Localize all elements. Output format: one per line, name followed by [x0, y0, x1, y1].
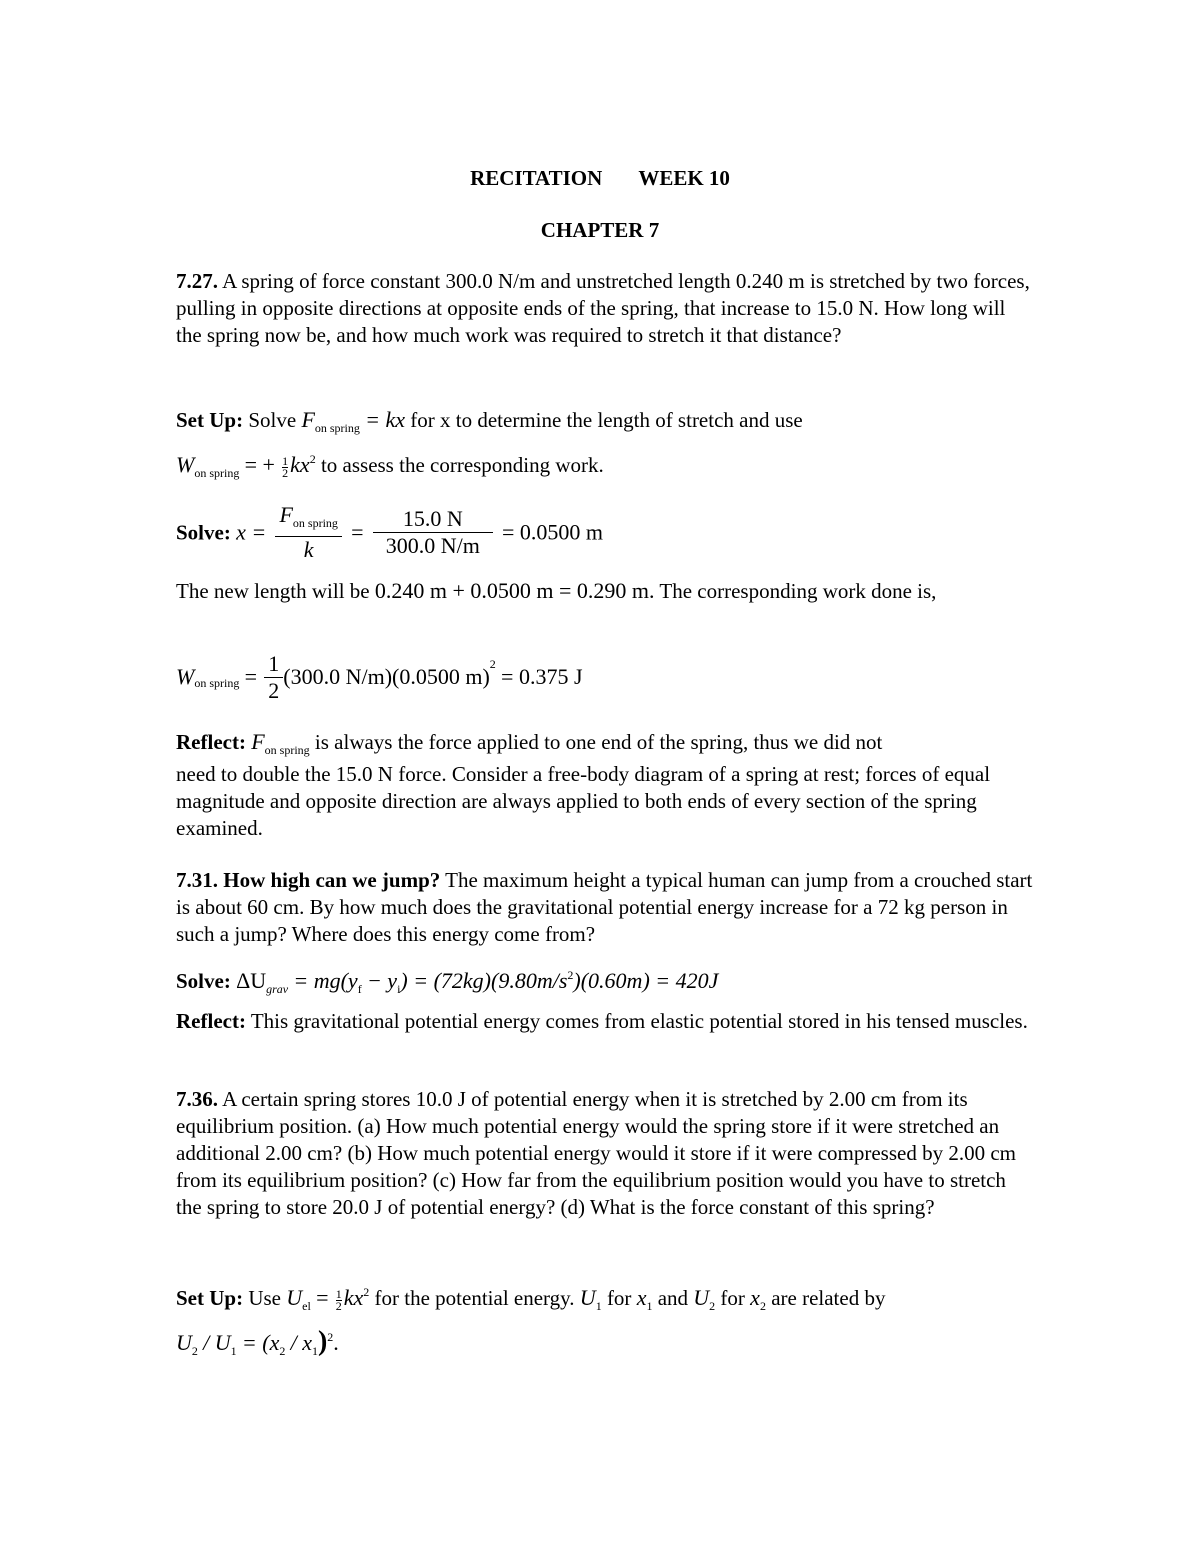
reflect-line-1 — [176, 728, 882, 764]
title-week: WEEK 10 — [638, 166, 730, 190]
math-sub: grav — [266, 982, 289, 996]
problem-number: 7.27. — [176, 269, 218, 293]
reflect-label: Reflect: — [176, 1009, 246, 1033]
setup-line-1 — [176, 406, 803, 442]
word-for: for — [606, 1286, 632, 1310]
math-sub: 1 — [646, 1299, 653, 1313]
setup-tail: to assess the corresponding work. — [320, 453, 604, 477]
problem-text: The maximum height a typical human can jump from a crouched start is about 60 cm. By how much does the gravitational potential energy increase for a 72 kg person in such a jump? Where does this energy come from? — [176, 868, 1033, 946]
page-title — [0, 166, 1200, 191]
setup-pre: Use — [248, 1286, 282, 1310]
math-minus: − y — [366, 968, 398, 993]
math-sub: on spring — [314, 421, 360, 435]
math-sub: f — [357, 982, 362, 996]
math-sup: 2 — [363, 1285, 370, 1299]
fraction-numerator: 1 — [282, 453, 289, 468]
math-eq: = kx — [365, 407, 406, 432]
math-eq: = — [351, 519, 364, 545]
math-x1: x — [636, 1285, 647, 1310]
fraction-denominator: 2 — [268, 677, 280, 703]
new-length-text — [176, 577, 1036, 605]
setup-label: Set Up: — [176, 1286, 244, 1310]
math-kx: kx — [290, 452, 310, 477]
math-sub: 2 — [279, 1344, 286, 1358]
math-period: . — [333, 1330, 339, 1355]
work-line — [176, 650, 583, 704]
fraction-numerator: 1 — [335, 1286, 342, 1301]
math-U: U — [286, 1285, 303, 1310]
reflect-label: Reflect: — [176, 730, 246, 754]
half-fraction — [282, 453, 289, 480]
math-slash-U: / U — [203, 1330, 231, 1355]
math-sub: i — [397, 982, 401, 996]
chapter-heading: CHAPTER 7 — [540, 218, 660, 242]
math-sup: 2 — [327, 1330, 334, 1344]
math-eq: = (x — [241, 1330, 280, 1355]
problem-number: 7.36. — [176, 1087, 218, 1111]
math-sub: 2 — [709, 1299, 716, 1313]
setup-7-36 — [176, 1279, 885, 1320]
math-sub: on spring — [264, 743, 310, 757]
fraction-denominator: 2 — [335, 1298, 342, 1313]
math-newlength: 0.240 m + 0.0500 m = 0.290 m. — [374, 578, 655, 603]
math-W: W — [176, 452, 195, 477]
title-recitation: RECITATION — [470, 166, 603, 190]
math-U2: U — [693, 1285, 710, 1310]
setup-label: Set Up: — [176, 408, 244, 432]
fraction-denominator: k — [303, 537, 314, 562]
math-eq: = mg(y — [293, 968, 358, 993]
math-paren: ) — [317, 1326, 328, 1357]
reflect-text: This gravitational potential energy comes from elastic potential stored in his tensed muscles. — [250, 1009, 1028, 1033]
half-fraction — [335, 1286, 342, 1313]
math-sub: on spring — [292, 516, 338, 530]
math-sub: 1 — [311, 1344, 318, 1358]
ratio-line — [176, 1324, 339, 1365]
math-sub: 1 — [230, 1344, 237, 1358]
math-result: = 0.375 J — [501, 664, 583, 690]
reflect-text: is always the force applied to one end of the spring, thus we did not — [314, 730, 883, 754]
fraction-numerator — [275, 502, 341, 537]
setup-line-2 — [176, 446, 604, 487]
fraction-F-over-k — [275, 502, 341, 563]
solve-label: Solve: — [176, 969, 231, 993]
word-related: are related by — [771, 1286, 886, 1310]
setup-mid: for x to determine the length of stretch and use — [410, 408, 803, 432]
math-x: x = — [236, 519, 267, 545]
word-and: and — [657, 1286, 689, 1310]
problem-text: A certain spring stores 10.0 J of potential energy when it is stretched by 2.00 cm from its equilibrium position. (a) How much potential energy would the spring store if it were stretched an additional 2.00 cm? (b) How much potential energy would it store if it were compressed by 2.00 cm from its equilibrium position? (c) How far from the equilibrium position would you have to stretch the spring to store 20.0 J of potential energy? (d) What is the force constant of this spring? — [176, 1087, 1016, 1219]
math-sub: 2 — [759, 1299, 766, 1313]
fraction-numerator: 15.0 N — [373, 506, 493, 533]
math-x2: x — [750, 1285, 760, 1310]
math-sub: 2 — [191, 1344, 198, 1358]
math-sup: 2 — [567, 968, 574, 982]
math-delta-U: ΔU — [236, 968, 267, 993]
problem-number: 7.31. — [176, 868, 218, 892]
math-U1: U — [579, 1285, 596, 1310]
math-kx: kx — [343, 1285, 364, 1310]
math-sub: 1 — [595, 1299, 602, 1313]
problem-heading: How high can we jump? — [223, 868, 441, 892]
problem-7-36 — [176, 1086, 1036, 1221]
solve-line — [176, 502, 603, 563]
math-result: )(0.60m) = 420J — [573, 968, 719, 993]
math-eq: = — [244, 664, 257, 690]
reflect-7-31 — [176, 1008, 1036, 1035]
setup-mid: for the potential energy. — [374, 1286, 575, 1310]
math-rhs: ) = (72kg)(9.80m/s — [400, 968, 568, 993]
problem-7-27 — [176, 268, 1036, 349]
math-F: F — [279, 502, 293, 527]
math-sup: 2 — [489, 657, 496, 671]
math-sup: 2 — [309, 452, 316, 466]
math-eq: = — [316, 1285, 329, 1310]
math-F: F — [301, 407, 315, 432]
reflect-paragraph: need to double the 15.0 N force. Consider a free-body diagram of a spring at rest; forces of equal magnitude and opposite direction are always applied to both ends of every section of the spring examined. — [176, 762, 991, 840]
math-F: F — [251, 729, 265, 754]
problem-text: A spring of force constant 300.0 N/m and unstretched length 0.240 m is stretched by two forces, pulling in opposite directions at opposite ends of the spring, that increase to 15.0 N. How long will the spring now be, and how much work was required to stretch it that distance? — [176, 269, 1030, 347]
math-sub: el — [302, 1299, 311, 1313]
math-sub: on spring — [194, 466, 240, 480]
math-W: W — [176, 664, 195, 690]
new-length-pre: The new length will be — [176, 579, 370, 603]
math-sub: on spring — [194, 676, 240, 690]
math-slash-x: / x — [290, 1330, 312, 1355]
math-expr: (300.0 N/m)(0.0500 m) — [283, 664, 490, 690]
solve-line-7-31 — [176, 962, 718, 1003]
math-U2: U — [176, 1330, 192, 1355]
math-result: = 0.0500 m — [501, 519, 603, 545]
new-length-post: The corresponding work done is, — [659, 579, 937, 603]
fraction-denominator: 2 — [282, 465, 289, 480]
word-for: for — [720, 1286, 745, 1310]
half-fraction — [264, 651, 283, 704]
fraction-denominator: 300.0 N/m — [385, 533, 480, 558]
problem-7-31 — [176, 867, 1036, 948]
fraction-numerator: 1 — [264, 651, 283, 678]
fraction-values — [373, 506, 493, 559]
setup-pre: Solve — [248, 408, 297, 432]
solve-label: Solve: — [176, 520, 231, 545]
math-eq: = + — [244, 452, 275, 477]
